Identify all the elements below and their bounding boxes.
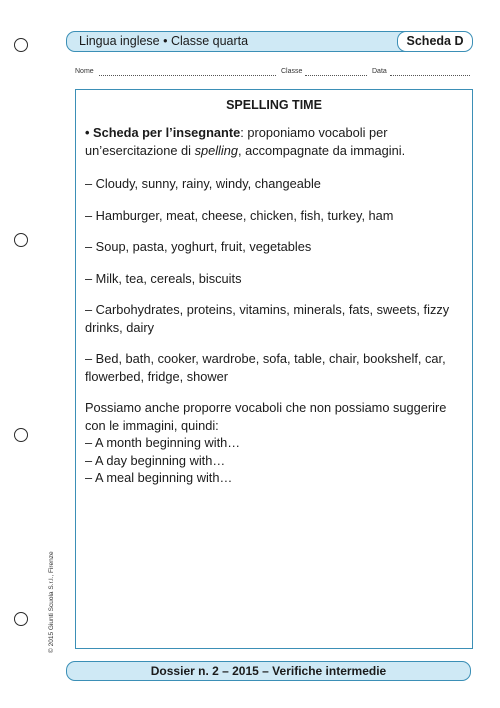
binder-hole-3 <box>14 428 28 442</box>
closing-section <box>85 399 460 487</box>
sheet-title: SPELLING TIME <box>226 98 322 112</box>
closing-item-day: – A day beginning with… <box>85 452 226 468</box>
worksheet-box <box>75 89 473 649</box>
teacher-note-text: : proponiamo vocaboli per un’esercitazione di <box>85 125 388 158</box>
teacher-note <box>85 124 460 159</box>
closing-item-month: – A month beginning with… <box>85 435 241 450</box>
teacher-note-italic: spelling <box>194 142 238 158</box>
classe-field[interactable] <box>305 75 367 76</box>
binder-hole-4 <box>14 612 28 626</box>
vocab-list-nutrients: – Carbohydrates, proteins, vitamins, minerals, fats, sweets, fizzy drinks, dairy <box>85 302 450 335</box>
header-bar <box>66 31 471 52</box>
scheda-tag: Scheda D <box>397 31 473 52</box>
vocab-list-breakfast: – Milk, tea, cereals, biscuits <box>85 270 242 286</box>
closing-item-meal: – A meal beginning with… <box>85 470 233 485</box>
teacher-note-text-end: , accompagnate da immagini. <box>237 142 406 158</box>
binder-hole-2 <box>14 233 28 247</box>
vocab-list-weather: – Cloudy, sunny, rainy, windy, changeable <box>85 176 321 191</box>
footer-bar: Dossier n. 2 – 2015 – Verifiche intermedie <box>66 661 471 681</box>
copyright-notice: © 2015 Giunti Scuola S.r.l., Firenze <box>48 551 55 653</box>
data-label: Data <box>372 68 387 75</box>
binder-hole-1 <box>14 38 28 52</box>
classe-label: Classe <box>281 68 303 75</box>
header-title: Lingua inglese • Classe quarta <box>79 34 249 48</box>
closing-intro: Possiamo anche proporre vocaboli che non possiamo suggerire con le immagini, quindi: <box>85 400 447 433</box>
vocab-list-meals: – Soup, pasta, yoghurt, fruit, vegetables <box>85 239 312 254</box>
vocab-list-food: – Hamburger, meat, cheese, chicken, fish, turkey, ham <box>85 207 394 223</box>
vocab-list-house: – Bed, bath, cooker, wardrobe, sofa, table, chair, bookshelf, car, flowerbed, fridge, shower <box>85 351 446 384</box>
nome-label: Nome <box>75 68 94 75</box>
nome-field[interactable] <box>99 75 276 76</box>
data-field[interactable] <box>390 75 470 76</box>
teacher-note-label: • Scheda per l’insegnante <box>85 125 241 140</box>
worksheet-content <box>85 124 460 487</box>
